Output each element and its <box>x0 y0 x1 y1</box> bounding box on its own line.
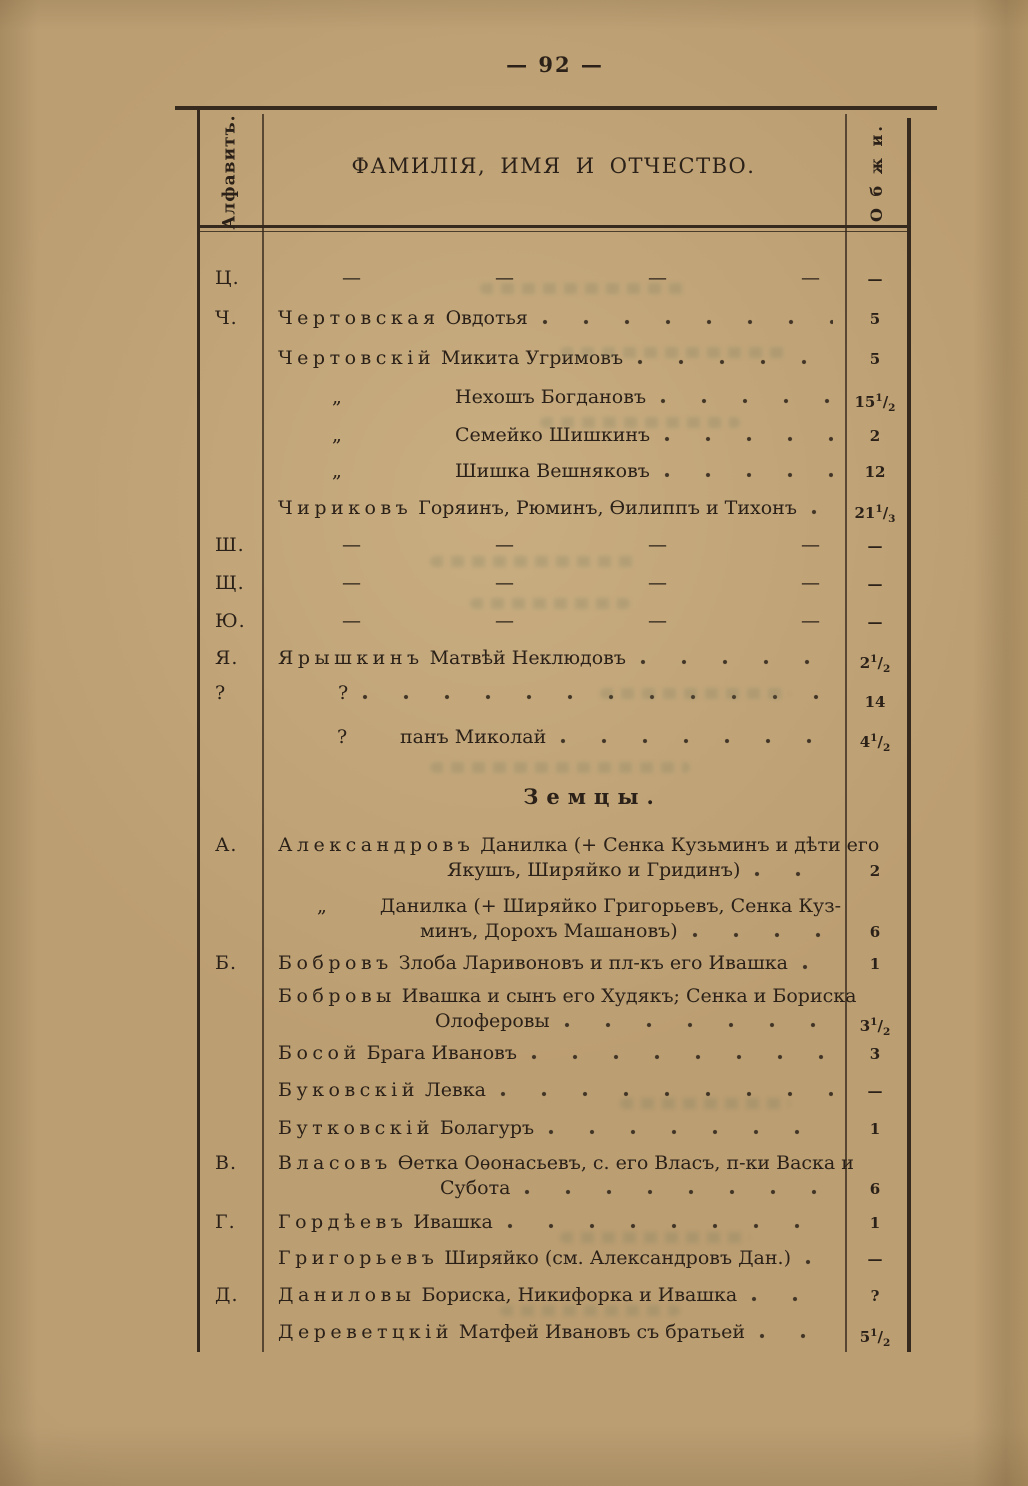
dots-leader <box>564 1022 833 1029</box>
header-bottom-rule <box>197 225 909 228</box>
alphabet-letter: Щ. <box>215 572 245 594</box>
dots-leader <box>759 1333 833 1340</box>
surname: Чертовская <box>278 307 440 329</box>
dots-leader <box>664 436 833 443</box>
alphabet-letter: А. <box>215 834 238 856</box>
obzhi-value: 5 <box>869 310 881 328</box>
alphabet-letter: Ю. <box>215 610 246 632</box>
table-row <box>197 305 912 335</box>
surname: Бобровы <box>278 985 396 1007</box>
empty-entry-dashes: — — — — <box>342 267 820 289</box>
surname: Даниловы <box>278 1284 416 1306</box>
dots-leader <box>640 659 833 666</box>
header-bottom-rule-2 <box>197 231 909 232</box>
surname: Босой <box>278 1042 361 1064</box>
alphabet-letter: Ч. <box>215 307 238 329</box>
show-through-smudge <box>430 556 640 567</box>
obzhi-value: 6 <box>869 1180 881 1198</box>
dots-leader <box>805 1259 833 1266</box>
entry-line <box>337 724 841 750</box>
entry-line <box>332 384 841 410</box>
obzhi-value: 3 <box>869 1045 881 1063</box>
given-names: Ивашка и сынъ его Худякъ; Сенка и Бориска <box>401 985 857 1007</box>
surname: Александровъ <box>278 834 475 856</box>
entry-line <box>278 305 841 331</box>
entry-line <box>278 1150 854 1176</box>
given-names: Семейко Шишкинъ <box>455 424 651 446</box>
obzhi-value: $4^1/_2$ <box>859 732 891 754</box>
given-names: Шишка Вешняковъ <box>455 460 650 482</box>
given-names: панъ Миколай <box>400 726 547 748</box>
obzhi-value: 12 <box>864 463 886 481</box>
alphabet-letter: Б. <box>215 952 238 974</box>
alphabet-letter: ? <box>215 682 227 704</box>
surname: Чириковъ <box>278 497 413 519</box>
table-row <box>197 570 912 600</box>
table-row <box>197 983 912 1041</box>
obzhi-value: 2 <box>869 862 881 880</box>
table-row <box>197 384 912 414</box>
obzhi-value: — <box>867 1082 883 1100</box>
entry-line <box>278 983 857 1009</box>
dots-leader <box>637 359 833 366</box>
dots-leader <box>542 319 833 326</box>
show-through-smudge <box>470 598 630 609</box>
given-names: Данилка (+ Сенка Кузьминъ и дѣти его <box>480 834 880 856</box>
empty-entry-dashes: — — — — <box>342 610 820 632</box>
entry-line <box>278 495 841 521</box>
entry-line <box>317 893 841 919</box>
dots-leader <box>692 932 833 939</box>
surname: Буковскій <box>278 1079 419 1101</box>
ditto-mark: „ <box>332 460 342 482</box>
given-names: Овдотья <box>445 307 528 329</box>
surname: Чертовскій <box>278 347 435 369</box>
alphabet-letter: Ц. <box>215 267 240 289</box>
given-names: Микита Угримовъ <box>441 347 624 369</box>
ditto-mark: „ <box>332 424 342 446</box>
given-names: Болагуръ <box>439 1117 535 1139</box>
surname: Григорьевъ <box>278 1247 439 1269</box>
obzhi-value: — <box>867 613 883 631</box>
table-row <box>197 893 912 951</box>
entry-line <box>278 1115 841 1141</box>
obzhi-value: — <box>867 1250 883 1268</box>
column-header-name: ФАМИЛІЯ, ИМЯ И ОТЧЕСТВО. <box>351 154 756 178</box>
obzhi-value: $5^1/_2$ <box>859 1327 891 1349</box>
obzhi-value: $15^1/_2$ <box>854 392 896 414</box>
obzhi-value: 1 <box>869 1120 881 1138</box>
obzhi-value: $2^1/_2$ <box>859 653 891 675</box>
alphabet-letter: Я. <box>215 647 239 669</box>
entry-line <box>278 1245 841 1271</box>
entry-line <box>278 1040 841 1066</box>
show-through-smudge <box>620 1098 790 1109</box>
column-header-alphabet: Алфавитъ. <box>219 114 240 230</box>
table-row <box>197 1115 912 1145</box>
obzhi-value: 1 <box>869 955 881 973</box>
table-row <box>197 950 912 980</box>
table-row <box>197 724 912 754</box>
dots-leader <box>560 738 833 745</box>
table-row <box>197 1319 912 1349</box>
page-number: — 92 — <box>506 52 604 77</box>
table-row <box>197 458 912 488</box>
given-names: Бориска, Никифорка и Ивашка <box>421 1284 738 1306</box>
entry-line-2: минъ, Дорохъ Машановъ) <box>420 918 841 944</box>
table-row <box>197 1209 912 1239</box>
given-names: Нехошъ Богдановъ <box>455 386 647 408</box>
alphabet-letter: Г. <box>215 1211 236 1233</box>
dots-leader <box>531 1054 833 1061</box>
given-names: Данилка (+ Ширяйко Григорьевъ, Сенка Куз- <box>379 895 841 917</box>
unknown-name-mark: ? <box>337 726 348 748</box>
show-through-smudge <box>540 417 740 428</box>
dots-leader <box>754 871 833 878</box>
table-row <box>197 608 912 638</box>
entry-line-2: Якушъ, Ширяйко и Гридинъ) <box>447 857 841 883</box>
table-row <box>197 1245 912 1275</box>
dots-leader <box>664 472 833 479</box>
obzhi-value: $3^1/_2$ <box>859 1016 891 1038</box>
show-through-smudge <box>430 762 690 773</box>
entry-line <box>332 458 841 484</box>
obzhi-value: — <box>867 537 883 555</box>
table-row <box>197 832 912 890</box>
column-header-obzhi: О б ж и. <box>867 122 887 222</box>
dots-leader <box>811 509 833 516</box>
dots-leader <box>524 1189 833 1196</box>
entry-line <box>278 1209 841 1235</box>
surname: Бобровъ <box>278 952 393 974</box>
surname: Дереветцкій <box>278 1321 453 1343</box>
empty-entry-dashes: — — — — <box>342 534 820 556</box>
obzhi-value: ? <box>870 1287 880 1305</box>
given-names: Левка <box>424 1079 486 1101</box>
entry-line <box>278 950 841 976</box>
given-names: Матвѣй Неклюдовъ <box>429 647 626 669</box>
show-through-smudge <box>480 283 690 294</box>
dots-leader <box>500 1091 833 1098</box>
obzhi-value: 5 <box>869 350 881 368</box>
alphabet-letter: В. <box>215 1152 238 1174</box>
table-row <box>197 1040 912 1070</box>
obzhi-value: 6 <box>869 923 881 941</box>
dots-leader <box>660 398 833 405</box>
surname: Ярышкинъ <box>278 647 424 669</box>
show-through-smudge <box>600 688 790 699</box>
surname: Власовъ <box>278 1152 392 1174</box>
entry-line-2: Олоферовы <box>435 1008 841 1034</box>
dots-leader <box>802 964 833 971</box>
table-row <box>197 645 912 675</box>
alphabet-letter: Д. <box>215 1284 239 1306</box>
given-names: Злоба Ларивоновъ и пл-къ его Ивашка <box>398 952 788 974</box>
given-names: Матфей Ивановъ съ братьей <box>458 1321 745 1343</box>
show-through-smudge <box>560 1232 750 1243</box>
obzhi-value: 1 <box>869 1214 881 1232</box>
entry-line-2: Субота <box>440 1175 841 1201</box>
show-through-smudge <box>560 347 790 358</box>
obzhi-value: 14 <box>864 693 886 711</box>
alphabet-letter: Ш. <box>215 534 245 556</box>
obzhi-value: — <box>867 575 883 593</box>
table-row <box>197 495 912 525</box>
table-row <box>197 345 912 375</box>
ditto-mark: „ <box>332 386 342 408</box>
table-top-rule <box>175 106 937 110</box>
unknown-name-mark: ? <box>338 682 349 704</box>
given-names: Горяинъ, Рюминъ, Ѳилиппъ и Тихонъ <box>418 497 797 519</box>
surname: Гордѣевъ <box>278 1211 408 1233</box>
entry-line <box>278 832 880 858</box>
dots-leader <box>751 1296 833 1303</box>
given-names: Брага Ивановъ <box>366 1042 517 1064</box>
given-names: Ширяйко (см. Александровъ Дан.) <box>444 1247 791 1269</box>
dots-leader <box>548 1129 833 1136</box>
section-heading: Земцы. <box>523 784 662 809</box>
show-through-smudge <box>500 1305 680 1316</box>
obzhi-value: 2 <box>869 427 881 445</box>
ditto-mark: „ <box>317 895 327 917</box>
entry-line <box>278 645 841 671</box>
entry-line <box>278 1319 841 1345</box>
given-names: Ѳетка Оѳонасьевъ, с. его Власъ, п-ки Васка и <box>397 1152 854 1174</box>
obzhi-value: — <box>867 270 883 288</box>
table-row <box>197 680 912 710</box>
table-row <box>197 1077 912 1107</box>
obzhi-value: $21^1/_3$ <box>854 503 896 525</box>
empty-entry-dashes: — — — — <box>342 572 820 594</box>
dots-leader <box>507 1223 833 1230</box>
surname: Бутковскій <box>278 1117 434 1139</box>
table-row <box>197 1150 912 1208</box>
given-names: Ивашка <box>413 1211 493 1233</box>
